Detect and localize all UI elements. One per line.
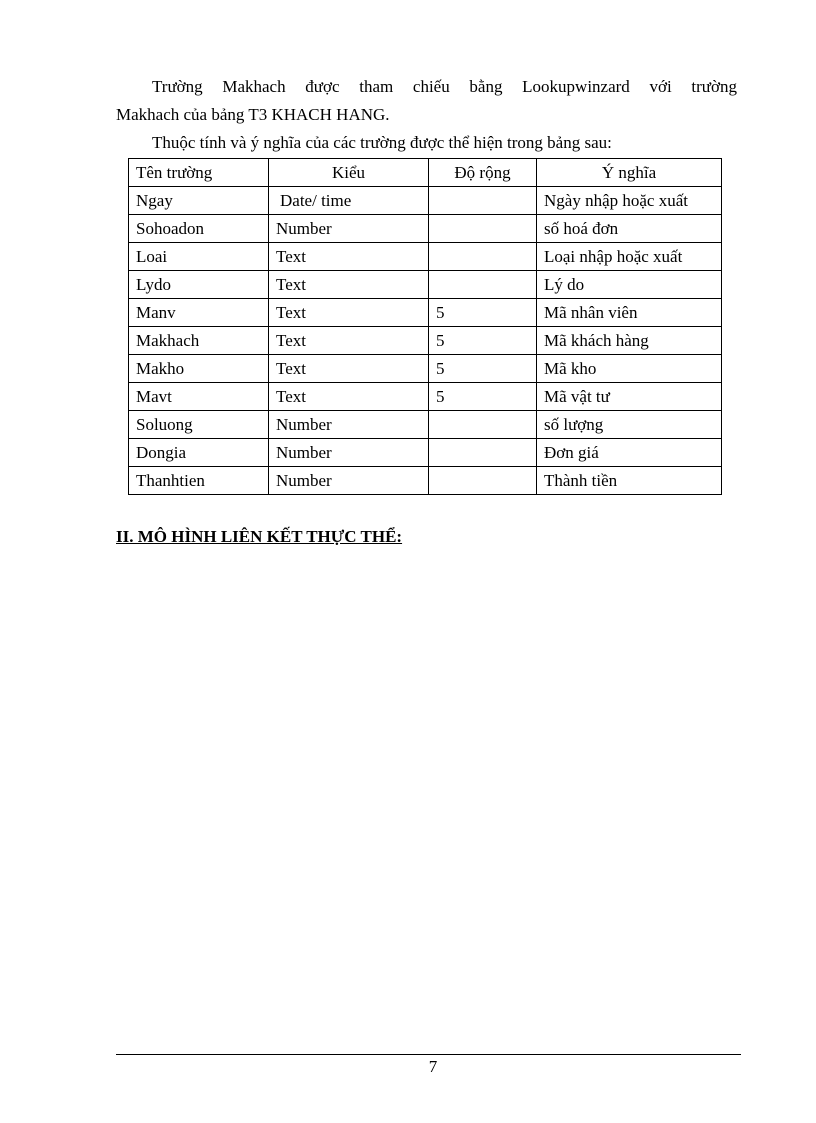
- cell-field-name: Dongia: [129, 439, 269, 467]
- cell-type: Number: [269, 467, 429, 495]
- cell-field-name: Makho: [129, 355, 269, 383]
- table-row: [129, 187, 722, 215]
- cell-type: Text: [269, 299, 429, 327]
- cell-field-name: Lydo: [129, 271, 269, 299]
- header-meaning: Ý nghĩa: [537, 159, 722, 187]
- cell-width: [429, 187, 537, 215]
- cell-type: Number: [269, 215, 429, 243]
- cell-type: Date/ time: [269, 187, 429, 215]
- paragraph-line-2: Makhach của bảng T3 KHACH HANG.: [116, 105, 390, 124]
- paragraph-line-3: Thuộc tính và ý nghĩa của các trường được thể hiện trong bảng sau:: [152, 133, 612, 152]
- cell-width: [429, 411, 537, 439]
- table-row: [129, 355, 722, 383]
- cell-width: [429, 467, 537, 495]
- cell-width: [429, 271, 537, 299]
- cell-meaning: Thành tiền: [537, 467, 722, 495]
- cell-meaning: số lượng: [537, 411, 722, 439]
- cell-field-name: Thanhtien: [129, 467, 269, 495]
- cell-field-name: Soluong: [129, 411, 269, 439]
- cell-width: 5: [429, 355, 537, 383]
- cell-meaning: Loại nhập hoặc xuất: [537, 243, 722, 271]
- cell-meaning: Mã vật tư: [537, 383, 722, 411]
- cell-width: [429, 215, 537, 243]
- table-row: [129, 467, 722, 495]
- cell-width: 5: [429, 327, 537, 355]
- footer-divider: [116, 1054, 741, 1055]
- cell-width: [429, 243, 537, 271]
- cell-field-name: Makhach: [129, 327, 269, 355]
- table-row: [129, 327, 722, 355]
- cell-type: Number: [269, 439, 429, 467]
- cell-meaning: Mã nhân viên: [537, 299, 722, 327]
- cell-field-name: Loai: [129, 243, 269, 271]
- table-row: [129, 271, 722, 299]
- cell-width: [429, 439, 537, 467]
- cell-width: 5: [429, 383, 537, 411]
- page-number: 7: [428, 1057, 438, 1076]
- cell-type: Text: [269, 243, 429, 271]
- cell-field-name: Ngay: [129, 187, 269, 215]
- table-row: [129, 439, 722, 467]
- cell-meaning: số hoá đơn: [537, 215, 722, 243]
- cell-meaning: Mã kho: [537, 355, 722, 383]
- cell-field-name: Sohoadon: [129, 215, 269, 243]
- cell-type: Text: [269, 383, 429, 411]
- cell-type: Number: [269, 411, 429, 439]
- header-width: Độ rộng: [429, 159, 537, 187]
- cell-width: 5: [429, 299, 537, 327]
- table-row: [129, 243, 722, 271]
- cell-type: Text: [269, 271, 429, 299]
- table-row: [129, 215, 722, 243]
- cell-meaning: Đơn giá: [537, 439, 722, 467]
- table-row: [129, 299, 722, 327]
- cell-field-name: Manv: [129, 299, 269, 327]
- paragraph-line-1: Trường Makhach được tham chiếu bằng Lookupwinzard với trường: [152, 77, 737, 96]
- table-row: [129, 411, 722, 439]
- header-field-name: Tên trường: [129, 159, 269, 187]
- field-attributes-table: [128, 158, 722, 495]
- cell-field-name: Mavt: [129, 383, 269, 411]
- cell-type: Text: [269, 355, 429, 383]
- section-heading: II. MÔ HÌNH LIÊN KẾT THỰC THỂ:: [116, 527, 403, 546]
- cell-type: Text: [269, 327, 429, 355]
- table-row: [129, 383, 722, 411]
- cell-meaning: Mã khách hàng: [537, 327, 722, 355]
- table-header-row: [129, 159, 722, 187]
- header-type: Kiểu: [269, 159, 429, 187]
- cell-meaning: Ngày nhập hoặc xuất: [537, 187, 722, 215]
- cell-meaning: Lý do: [537, 271, 722, 299]
